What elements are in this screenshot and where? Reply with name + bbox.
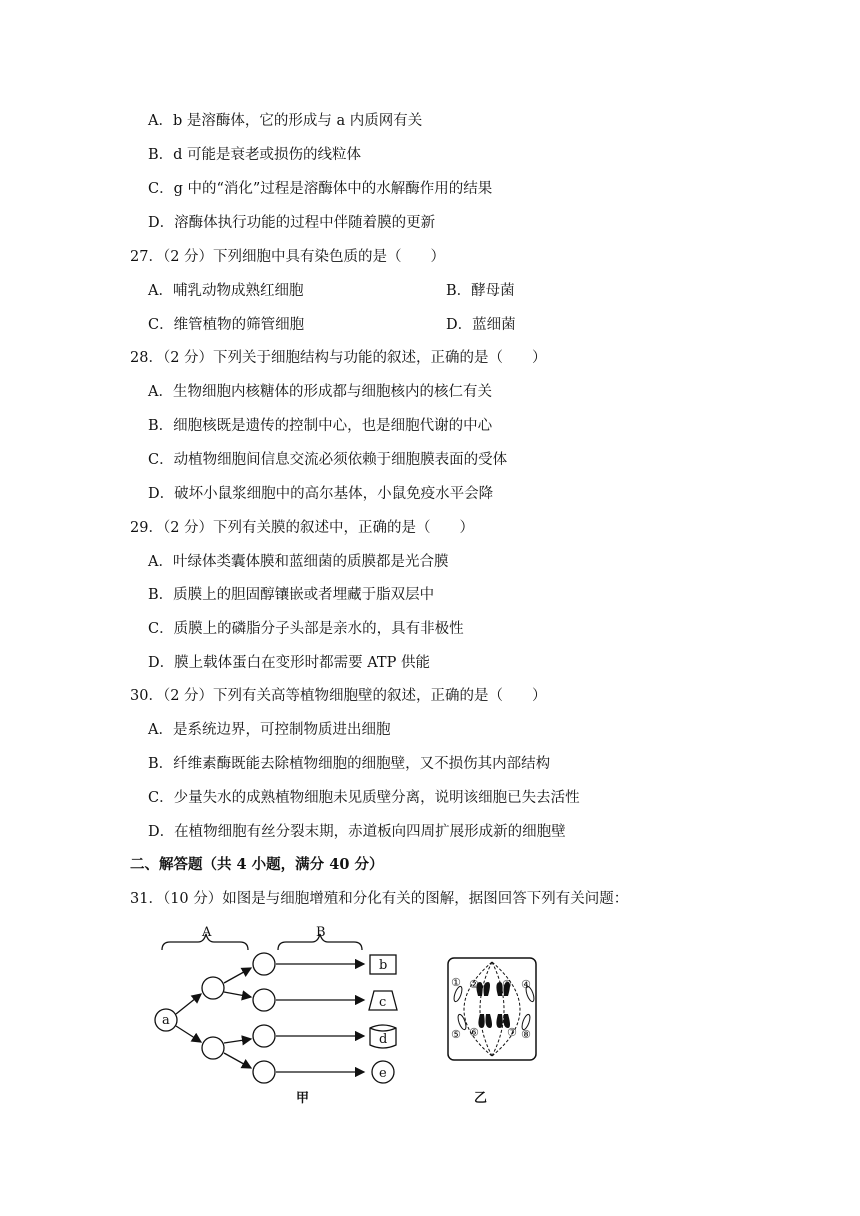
q30-option-b: B．纤维素酶既能去除植物细胞的细胞壁，又不损伤其内部结构 [148,756,551,772]
diagram-jia [155,934,397,1083]
q28-option-a: A．生物细胞内核糖体的形成都与细胞核内的核仁有关 [148,384,492,400]
q26-option-c: C．g 中的“消化”过程是溶酶体中的水解酶作用的结果 [148,181,493,197]
cell-outline [448,958,536,1060]
chromosome-number-labels [451,976,531,1041]
q26-option-a: A．b 是溶酶体，它的形成与 a 内质网有关 [148,113,423,129]
q26-option-b: B．d 可能是衰老或损伤的线粒体 [148,147,362,163]
label-7: ⑦ [507,1026,517,1039]
q26-option-d: D．溶酶体执行功能的过程中伴随着膜的更新 [148,215,436,231]
label-3: ③ [502,978,512,991]
label-8: ⑧ [521,1028,531,1041]
section-heading: 二、解答题（共 4 小题，满分 40 分） [130,856,384,873]
cell-e-label: e [379,1066,387,1081]
q31-figure [140,922,560,1112]
q27-option-a: A．哺乳动物成熟红细胞 [148,283,304,299]
gen2-cell-2 [253,989,275,1011]
q27-option-b: B．酵母菌 [446,283,515,299]
q29-option-d: D．膜上载体蛋白在变形时都需要 ATP 供能 [148,655,430,671]
cell-d-label: d [379,1032,388,1047]
gen1-cell-top [202,977,224,999]
q31-stem: 31．（10 分）如图是与细胞增殖和分化有关的图解，据图回答下列有关问题： [130,891,629,907]
chromosome-outlines [452,985,535,1030]
gen2-cell-4 [253,1061,275,1083]
q29-option-c: C．质膜上的磷脂分子头部是亲水的，具有非极性 [148,621,464,637]
brace-b-label: B [316,925,326,940]
q30-stem: 30．（2 分）下列有关高等植物细胞壁的叙述，正确的是（ ） [130,688,547,704]
gen2-cell-1 [253,953,275,975]
brace-a-label: A [202,925,212,940]
gen2-cell-3 [253,1025,275,1047]
q27-option-c: C．维管植物的筛管细胞 [148,317,305,333]
figure-svg [140,922,560,1112]
q27-stem: 27．（2 分）下列细胞中具有染色质的是（ ） [130,249,446,265]
q28-option-c: C．动植物细胞间信息交流必须依赖于细胞膜表面的受体 [148,452,508,468]
q30-option-c: C．少量失水的成熟植物细胞未见质壁分离，说明该细胞已失去活性 [148,790,580,806]
q30-option-a: A．是系统边界，可控制物质进出细胞 [148,722,391,738]
q28-option-b: B．细胞核既是遗传的控制中心，也是细胞代谢的中心 [148,418,493,434]
q28-option-d: D．破坏小鼠浆细胞中的高尔基体，小鼠免疫水平会降 [148,486,494,502]
q30-option-d: D．在植物细胞有丝分裂末期，赤道板向四周扩展形成新的细胞壁 [148,824,566,840]
q29-option-a: A．叶绿体类囊体膜和蓝细菌的质膜都是光合膜 [148,554,449,570]
cell-c-label: c [379,995,387,1010]
cell-b-label: b [379,958,388,973]
q29-option-b: B．质膜上的胆固醇镶嵌或者埋藏于脂双层中 [148,587,435,603]
label-6: ⑥ [469,1026,479,1039]
diagram-jia-labels [162,925,387,1106]
q28-stem: 28．（2 分）下列关于细胞结构与功能的叙述，正确的是（ ） [130,350,547,366]
diagram-yi [448,958,536,1106]
label-2: ② [469,978,479,991]
figure-yi-label: 乙 [474,1091,488,1106]
spindle-fibers [464,962,520,1056]
label-5: ⑤ [451,1028,461,1041]
cell-a-label: a [162,1013,170,1028]
label-4: ④ [521,978,531,991]
gen1-cell-bottom [202,1037,224,1059]
q27-option-d: D．蓝细菌 [446,317,516,333]
label-1: ① [451,976,461,989]
figure-jia-label: 甲 [296,1091,310,1106]
q29-stem: 29．（2 分）下列有关膜的叙述中，正确的是（ ） [130,520,475,536]
